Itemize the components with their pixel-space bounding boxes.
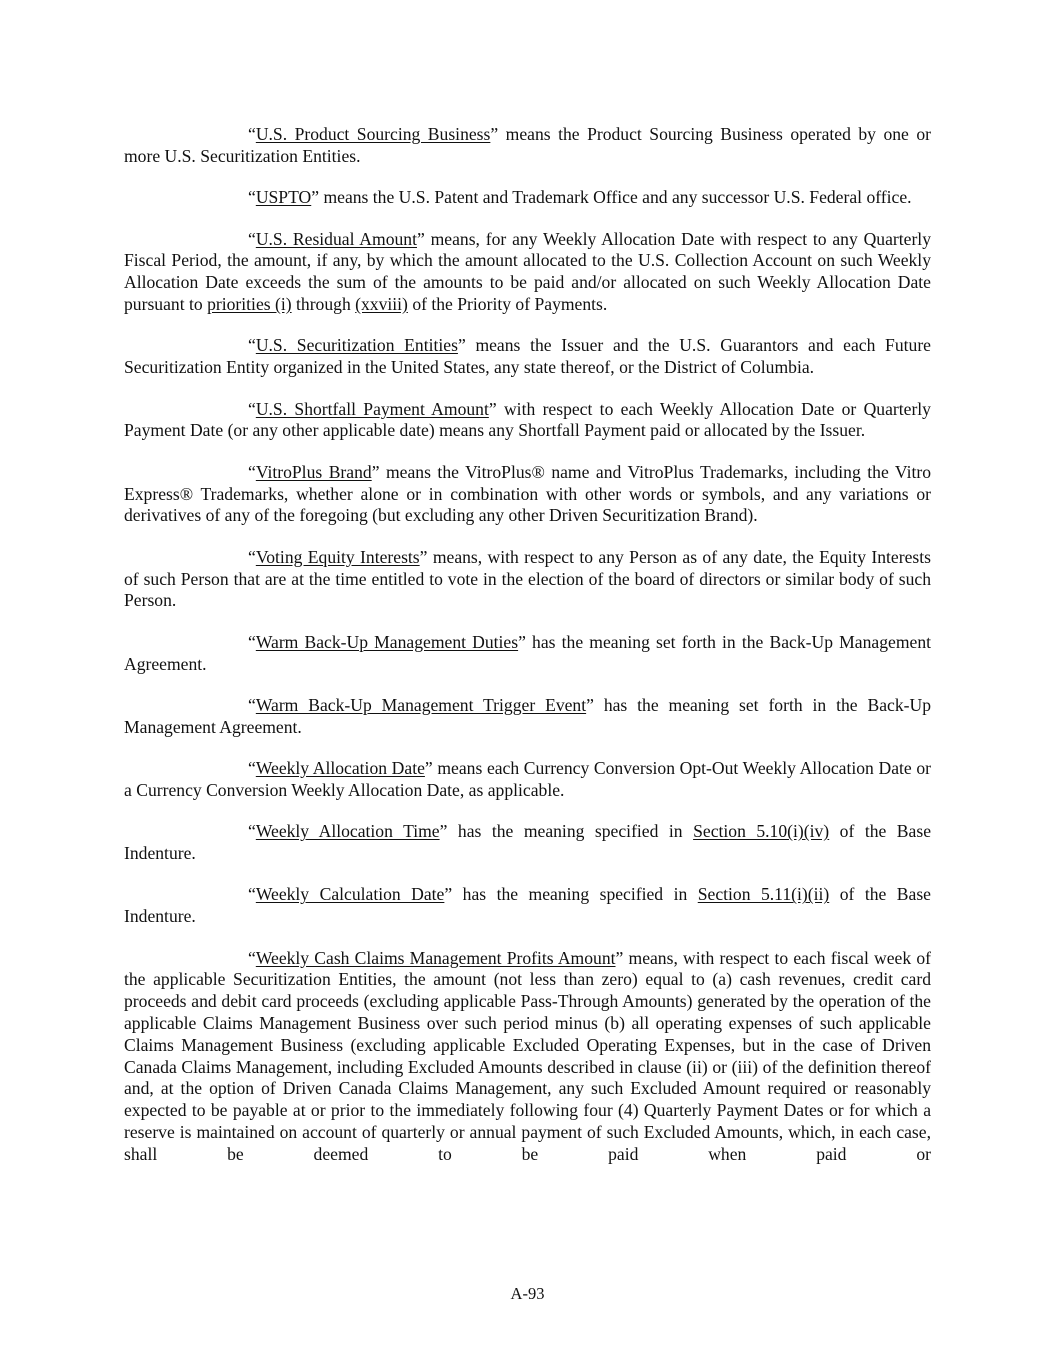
cross-reference: priorities (i) bbox=[207, 293, 292, 314]
defined-term: U.S. Shortfall Payment Amount bbox=[255, 398, 489, 419]
definition-warm-back-up-management-duties: “Warm Back-Up Management Duties” has the meaning set forth in the Back-Up Management Agreement. bbox=[124, 631, 931, 674]
definition-text: means the U.S. Patent and Trademark Office and any successor U.S. Federal office. bbox=[319, 187, 912, 208]
cross-reference: Section 5.10(i)(iv) bbox=[693, 821, 830, 842]
definition-text: means, with respect to any Person as of any date, the Equity Interests of such Person that are at the time entitled to vote in the election of the board of directors or similar body of such Person. bbox=[124, 546, 931, 611]
definition-us-shortfall-payment-amount: “U.S. Shortfall Payment Amount” with respect to each Weekly Allocation Date or Quarterly Payment Date (or any other applicable date) means any Shortfall Payment paid or allocated by the Issuer. bbox=[124, 398, 931, 441]
page-number: A-93 bbox=[510, 1284, 545, 1303]
definition-text: has the meaning set forth in the Back-Up Management Agreement. bbox=[124, 631, 931, 674]
defined-term: U.S. Product Sourcing Business bbox=[255, 124, 491, 144]
definition-uspto: “USPTO” means the U.S. Patent and Trademark Office and any successor U.S. Federal office. bbox=[248, 187, 912, 208]
definition-weekly-calculation-date: “Weekly Calculation Date” has the meaning specified in Section 5.11(i)(ii) of the Base Indenture. bbox=[124, 884, 931, 927]
definition-text: means, for any Weekly Allocation Date with respect to any Quarterly Fiscal Period, the amount, if any, by which the amount allocated to the U.S. Collection Account on such Weekly Allocation Date exceeds the sum of the amounts to be paid and/or allocated on such Weekly Allocation Date pursuant to bbox=[124, 228, 931, 314]
defined-term: Weekly Cash Claims Management Profits Amount bbox=[255, 947, 616, 968]
definition-weekly-cash-claims-management-profits-amount: “Weekly Cash Claims Management Profits Amount” means, with respect to each fiscal week of the applicable Securitization Entities, the amount (not less than zero) equal to (a) cash revenues, credit card proceeds and debit card proceeds (excluding applicable Pass-Through Amounts) generated by the operation of the applicable Claims Management Business over such period minus (b) all operating expenses of such applicable Claims Management Business (excluding applicable Excluded Operating Expenses, but in the case of Driven Canada Claims Management, including Excluded Amounts described in clause (ii) or (iii) of the definition thereof and, at the option of Driven Canada Claims Management, any such Excluded Amount required or reasonably expected to be payable at or prior to the immediately following four (4) Quarterly Payment Dates or for which a reserve is maintained on account of quarterly or annual payment of such Excluded Amounts, which, in each case, shall be deemed to be paid when paid or bbox=[124, 947, 931, 1164]
definition-text: means, with respect to each fiscal week of the applicable Securitization Entities, the amount (not less than zero) equal to (a) cash revenues, credit card proceeds and debit card proceeds (excluding applicable Pass-Through Amounts) generated by the operation of the applicable Claims Management Business over such period minus (b) all operating expenses of such applicable Claims Management Business (excluding applicable Excluded Operating Expenses, but in the case of Driven Canada Claims Management, including Excluded Amounts described in clause (ii) or (iii) of the definition thereof and, at the option of Driven Canada Claims Management, any such Excluded Amount required or reasonably expected to be payable at or prior to the immediately following four (4) Quarterly Payment Dates or for which a reserve is maintained on account of quarterly or annual payment of such Excluded Amounts, which, in each case, shall be deemed to be paid when paid or bbox=[124, 947, 931, 1164]
definition-text: has the meaning specified in bbox=[452, 884, 698, 905]
defined-term: Weekly Allocation Time bbox=[255, 821, 440, 842]
definition-text: has the meaning specified in bbox=[447, 821, 694, 842]
defined-term: Warm Back-Up Management Duties bbox=[255, 631, 519, 652]
definition-us-securitization-entities: “U.S. Securitization Entities” means the Issuer and the U.S. Guarantors and each Future Securitization Entity organized in the United States, any state thereof, or the District of Columbia. bbox=[124, 335, 931, 378]
definition-us-residual-amount: “U.S. Residual Amount” means, for any Weekly Allocation Date with respect to any Quarterly Fiscal Period, the amount, if any, by which the amount allocated to the U.S. Collection Account on such Weekly Allocation Date exceeds the sum of the amounts to be paid and/or allocated on such Weekly Allocation Date pursuant to priorities (i) through (xxviii) of the Priority of Payments. bbox=[124, 228, 931, 314]
definition-us-product-sourcing-business: “U.S. Product Sourcing Business” means the Product Sourcing Business operated by one or more U.S. Securitization Entities. bbox=[124, 124, 931, 166]
defined-term: VitroPlus Brand bbox=[255, 461, 372, 482]
definition-text: has the meaning set forth in the Back-Up Management Agreement. bbox=[124, 694, 931, 737]
defined-term: USPTO bbox=[255, 187, 312, 208]
definition-vitroplus-brand: “VitroPlus Brand” means the VitroPlus® name and VitroPlus Trademarks, including the Vitro Express® Trademarks, whether alone or in combination with other words or symbols, and any variations or derivatives of any of the foregoing (but excluding any other Driven Securitization Brand). bbox=[124, 461, 931, 526]
defined-term: U.S. Residual Amount bbox=[255, 228, 417, 249]
definition-text: means the Issuer and the U.S. Guarantors and each Future Securitization Entity organized in the United States, any state thereof, or the District of Columbia. bbox=[124, 335, 931, 378]
definition-weekly-allocation-time: “Weekly Allocation Time” has the meaning specified in Section 5.10(i)(iv) of the Base Indenture. bbox=[124, 821, 932, 864]
cross-reference: (xxviii) bbox=[355, 293, 408, 314]
definition-text: means the Product Sourcing Business operated by one or more U.S. Securitization Entities. bbox=[124, 124, 931, 166]
definition-text: means each Currency Conversion Opt-Out Weekly Allocation Date or a Currency Conversion Weekly Allocation Date, as applicable. bbox=[124, 758, 931, 800]
defined-term: Weekly Calculation Date bbox=[255, 884, 445, 905]
defined-term: Weekly Allocation Date bbox=[255, 758, 425, 779]
defined-term: Warm Back-Up Management Trigger Event bbox=[255, 694, 587, 715]
defined-term: Voting Equity Interests bbox=[255, 546, 420, 567]
cross-reference: Section 5.11(i)(ii) bbox=[697, 884, 830, 905]
definition-warm-back-up-management-trigger-event: “Warm Back-Up Management Trigger Event” has the meaning set forth in the Back-Up Management Agreement. bbox=[124, 694, 931, 737]
defined-term: U.S. Securitization Entities bbox=[255, 335, 458, 356]
document-body bbox=[124, 124, 931, 1185]
definition-voting-equity-interests: “Voting Equity Interests” means, with respect to any Person as of any date, the Equity Interests of such Person that are at the time entitled to vote in the election of the board of directors or similar body of such Person. bbox=[124, 546, 931, 611]
definition-text: with respect to each Weekly Allocation Date or Quarterly Payment Date (or any other applicable date) means any Shortfall Payment paid or allocated by the Issuer. bbox=[124, 398, 931, 441]
definition-text: means the VitroPlus® name and VitroPlus Trademarks, including the Vitro Express® Trademarks, whether alone or in combination with other words or symbols, and any variations or derivatives of any of the foregoing (but excluding any other Driven Securitization Brand). bbox=[124, 461, 931, 526]
definition-weekly-allocation-date: “Weekly Allocation Date” means each Currency Conversion Opt-Out Weekly Allocation Date or a Currency Conversion Weekly Allocation Date, as applicable. bbox=[124, 758, 931, 800]
